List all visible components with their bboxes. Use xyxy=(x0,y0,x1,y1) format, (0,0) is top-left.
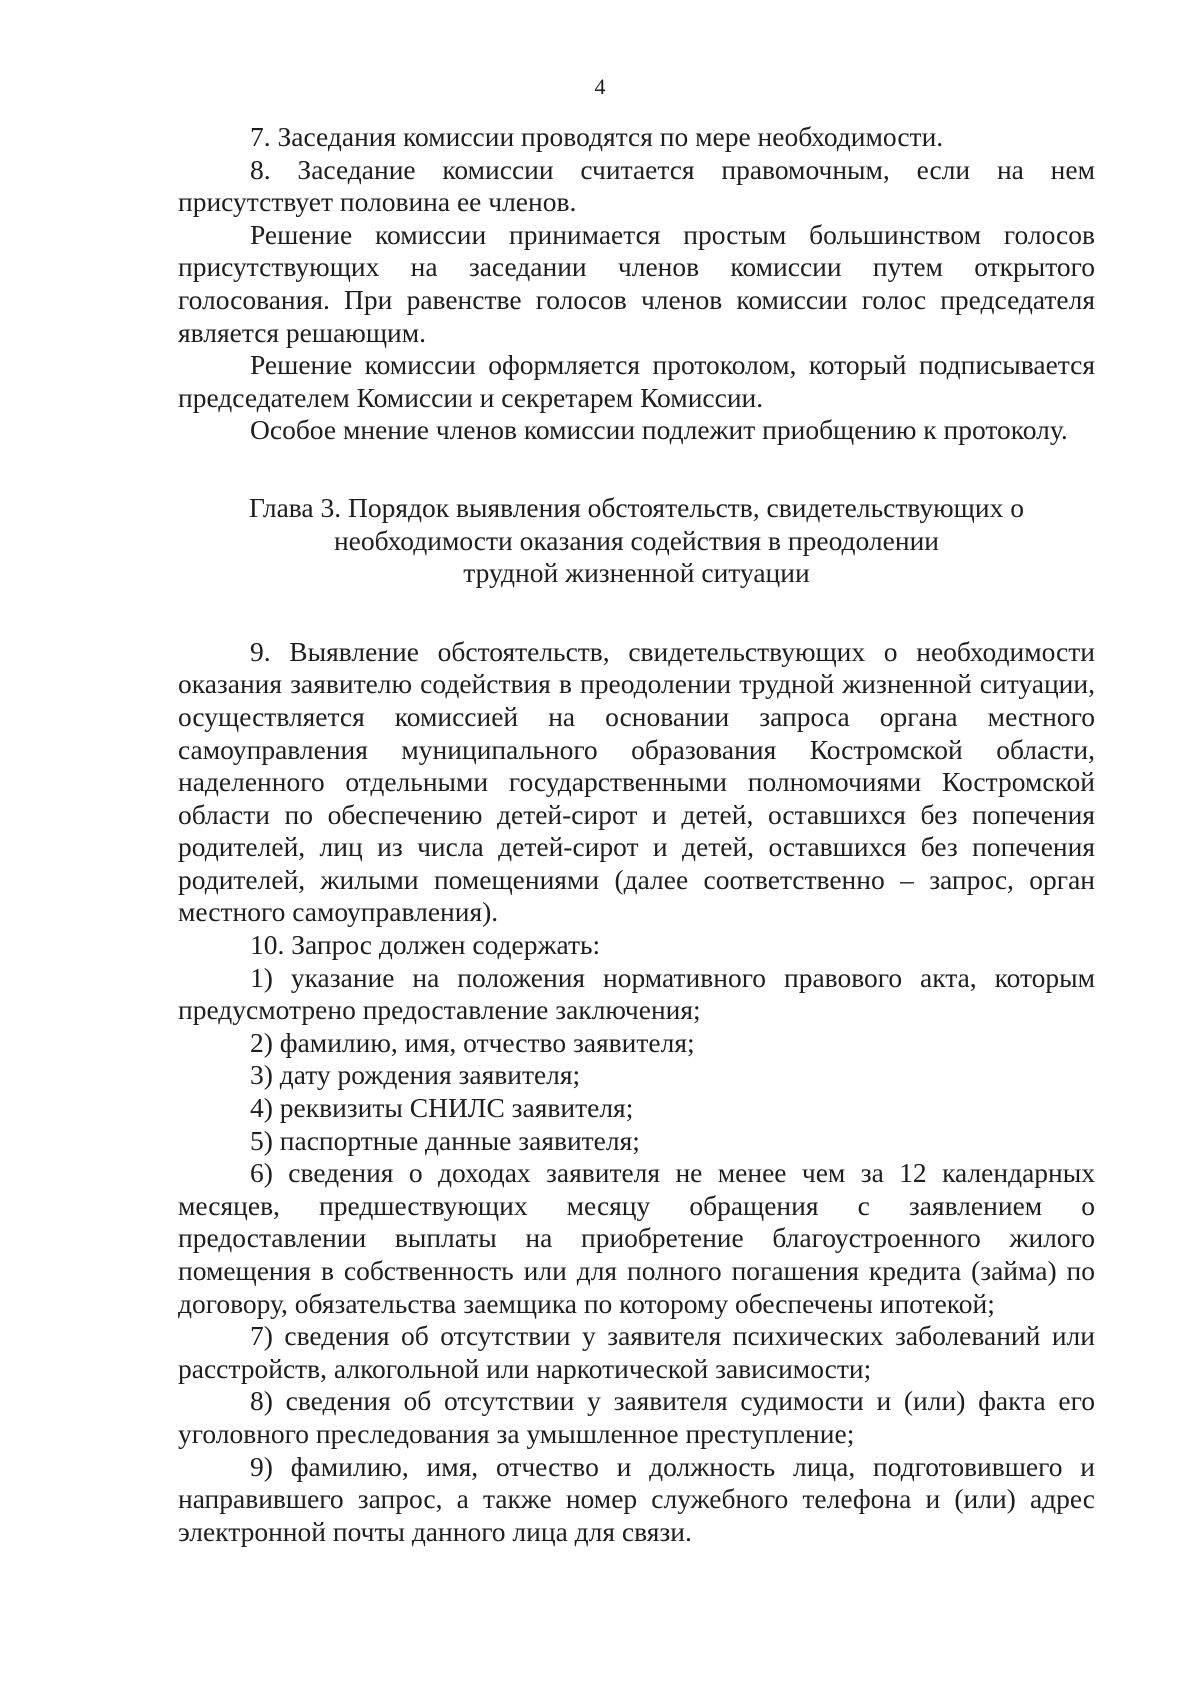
page-number: 4 xyxy=(594,74,606,99)
list-item-5: 5) паспортные данные заявителя; xyxy=(250,1124,640,1156)
list-item-9: 9) фамилию, имя, отчество и должность лица, подготовившего и направившего запрос, а также номер служебного телефона и (или) адрес электронной почты данного лица для связи. xyxy=(178,1450,1095,1547)
paragraph-9: 9. Выявление обстоятельств, свидетельствующих о необходимости оказания заявителю содействия в преодолении трудной жизненной ситуации, осуществляется комиссией на основании запроса органа местного самоуправления муниципального образования Костромской области, наделенного отдельными государственными полномочиями Костромской области по обеспечению детей-сирот и детей, оставшихся без попечения родителей, лиц из числа детей-сирот и детей, оставшихся без попечения родителей, жилыми помещениями (далее соответственно – запрос, орган местного самоуправления). xyxy=(178,635,1095,928)
paragraph-protocol: Решение комиссии оформляется протоколом, который подписывается председателем Комиссии и секретарем Комиссии. xyxy=(178,349,1095,413)
chapter-heading xyxy=(178,492,1095,590)
chapter-heading-line-1: Глава 3. Порядок выявления обстоятельств, свидетельствующих о xyxy=(249,491,1024,523)
chapter-heading-line-3: трудной жизненной ситуации xyxy=(463,557,810,589)
paragraph-8: 8. Заседание комиссии считается правомочным, если на нем присутствует половина ее членов. xyxy=(178,153,1095,218)
paragraph-7: 7. Заседания комиссии проводятся по мере необходимости. xyxy=(250,121,944,152)
list-item-3: 3) дату рождения заявителя; xyxy=(250,1059,581,1091)
chapter-heading-line-2: необходимости оказания содействия в преодолении xyxy=(333,524,940,556)
list-item-2: 2) фамилию, имя, отчество заявителя; xyxy=(250,1026,695,1058)
list-item-6: 6) сведения о доходах заявителя не менее чем за 12 календарных месяцев, предшествующих месяцу обращения с заявлением о предоставлении выплаты на приобретение благоустроенного жилого помещения в собственность или для полного погашения кредита (займа) по договору, обязательства заемщика по которому обеспечены ипотекой; xyxy=(178,1157,1095,1319)
list-item-1: 1) указание на положения нормативного правового акта, которым предусмотрено предоставление заключения; xyxy=(178,961,1095,1026)
list-item-7: 7) сведения об отсутствии у заявителя психических заболеваний или расстройств, алкогольной или наркотической зависимости; xyxy=(178,1320,1095,1384)
list-item-4: 4) реквизиты СНИЛС заявителя; xyxy=(250,1092,634,1124)
list-item-8: 8) сведения об отсутствии у заявителя судимости и (или) факта его уголовного преследования за умышленное преступление; xyxy=(178,1385,1095,1449)
paragraph-10: 10. Запрос должен содержать: xyxy=(250,929,601,961)
document-body xyxy=(178,121,1095,1548)
paragraph-dissent: Особое мнение членов комиссии подлежит приобщению к протоколу. xyxy=(250,414,1068,446)
paragraph-decision: Решение комиссии принимается простым большинством голосов присутствующих на заседании членов комиссии путем открытого голосования. При равенстве голосов членов комиссии голос председателя является решающим. xyxy=(178,218,1095,348)
